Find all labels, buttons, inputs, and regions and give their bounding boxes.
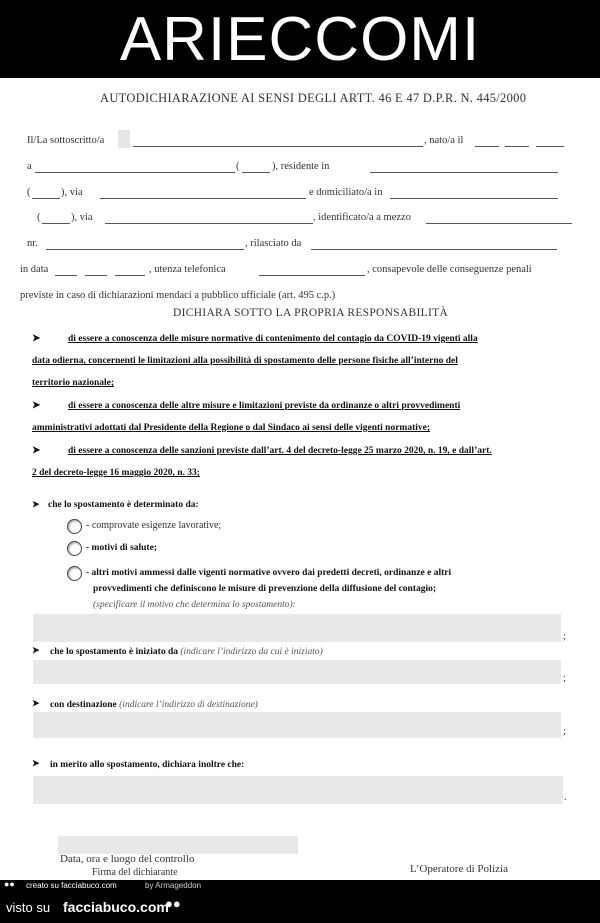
option-work-label: - comprovate esigenze lavorative;: [86, 520, 222, 531]
label-previste: previste in caso di dichiarazioni mendaci a pubblico ufficiale (art. 495 c.p.): [20, 290, 336, 301]
label-utenza: , utenza telefonica: [149, 264, 226, 275]
id-document-field[interactable]: [426, 223, 572, 224]
semicolon: ;: [563, 673, 566, 684]
residence-field[interactable]: [370, 172, 558, 173]
statement-3-line-1: di essere a conoscenza delle sanzioni previste dall’art. 4 del decreto-legge 25 marzo 2020, n. 19, e dall’art.: [68, 446, 492, 456]
label-via: ), via: [61, 187, 83, 198]
label-residente: ), residente in: [272, 161, 330, 172]
meme-caption: ARIECCOMI: [0, 0, 600, 78]
birth-year-field[interactable]: [536, 146, 564, 147]
form-page: [0, 78, 600, 890]
statement-1-line-2: data odierna, concernenti le limitazioni alla possibilità di spostamento delle persone fisiche all’interno del: [32, 356, 458, 366]
residence-province-field[interactable]: [32, 198, 60, 199]
option-health-label: - motivi di salute;: [86, 543, 157, 553]
label-identificato: , identificato/a a mezzo: [313, 212, 411, 223]
label-via: ), via: [71, 212, 93, 223]
name-field-shade: [118, 130, 130, 148]
name-field[interactable]: [133, 146, 423, 147]
reason-field[interactable]: [33, 614, 561, 642]
bullet-icon: ➤: [32, 499, 40, 509]
signature-label: Firma del dichiarante: [92, 867, 178, 878]
footer: [0, 890, 600, 923]
label-in-data: in data: [20, 264, 49, 275]
destination-field[interactable]: [33, 712, 561, 738]
label-nato: , nato/a il: [424, 135, 464, 146]
bullet-icon: ➤: [32, 333, 41, 344]
birthplace-field[interactable]: [35, 172, 235, 173]
created-on-text: creato su facciabuco.com: [26, 881, 117, 890]
radio-other[interactable]: [67, 566, 82, 581]
issued-by-field[interactable]: [311, 249, 557, 250]
statement-2-line-1: di essere a conoscenza delle altre misure e limitazioni previste da ordinanze o altri provvedimenti: [68, 401, 461, 411]
period: .: [564, 792, 567, 803]
site-link[interactable]: facciabuco.com: [63, 899, 169, 915]
semicolon: ;: [563, 726, 566, 737]
domicile-province-field[interactable]: [42, 223, 70, 224]
officer-label: L’Operatore di Polizia: [410, 863, 508, 875]
paren-open: (: [37, 212, 41, 223]
seen-on-text: visto su: [6, 900, 51, 915]
domicile-field[interactable]: [390, 198, 558, 199]
label-nr: nr.: [27, 238, 38, 249]
option-other-cont: provvedimenti che definiscono le misure di prevenzione della diffusione del contagio;: [93, 584, 437, 594]
label-domiciliato: e domiciliato/a in: [309, 187, 383, 198]
date-place-label: Data, ora e luogo del controllo: [60, 853, 195, 865]
facciabuco-logo-icon: ●●: [4, 879, 15, 889]
domicile-street-field[interactable]: [105, 223, 313, 224]
radio-work[interactable]: [67, 519, 82, 534]
label-a: a: [27, 161, 32, 172]
movement-heading: che lo spostamento è determinato da:: [48, 500, 199, 510]
birth-province-field[interactable]: [242, 172, 270, 173]
issue-day-field[interactable]: [55, 275, 77, 276]
bullet-icon: ➤: [32, 645, 40, 655]
issue-year-field[interactable]: [115, 275, 145, 276]
statement-2-line-2: amministrativi adottati dal Presidente della Regione o dal Sindaco ai sensi delle vigenti normative;: [32, 423, 431, 433]
label-consapevole: , consapevole delle conseguenze penali: [367, 264, 532, 275]
phone-field[interactable]: [259, 275, 365, 276]
statement-1-line-1: di essere a conoscenza delle misure normative di contenimento del contagio da COVID-19 vigenti alla: [68, 334, 478, 344]
author-text: by Armageddon: [145, 881, 202, 890]
issue-month-field[interactable]: [85, 275, 107, 276]
birth-month-field[interactable]: [505, 146, 529, 147]
statement-3-line-2: 2 del decreto-legge 16 maggio 2020, n. 33;: [32, 468, 200, 478]
eyes-logo-icon: ●●: [165, 896, 181, 911]
paren-open: (: [27, 187, 31, 198]
option-other-hint: (specificare il motivo che determina lo spostamento):: [93, 600, 296, 610]
form-title: AUTODICHIARAZIONE AI SENSI DEGLI ARTT. 46 E 47 D.P.R. N. 445/2000: [100, 91, 527, 105]
id-number-field[interactable]: [46, 249, 244, 250]
further-field[interactable]: [33, 776, 563, 804]
start-address-field[interactable]: [33, 660, 561, 684]
bullet-icon: ➤: [32, 698, 40, 708]
residence-street-field[interactable]: [100, 198, 306, 199]
declares-heading: DICHIARA SOTTO LA PROPRIA RESPONSABILITÀ: [173, 307, 449, 319]
label-rilasciato: , rilasciato da: [245, 238, 302, 249]
bullet-icon: ➤: [32, 445, 41, 456]
birth-day-field[interactable]: [475, 146, 499, 147]
option-other-label: - altri motivi ammessi dalle vigenti normative ovvero dai predetti decreti, ordinanze e altri: [86, 568, 452, 578]
bullet-icon: ➤: [32, 400, 41, 411]
radio-health[interactable]: [67, 541, 82, 556]
label-sottoscritto: Il/La sottoscritto/a: [27, 135, 105, 146]
statement-1-line-3: territorio nazionale;: [32, 378, 115, 388]
further-label: in merito allo spostamento, dichiara inoltre che:: [50, 760, 245, 770]
semicolon: ;: [563, 631, 566, 642]
paren-open: (: [236, 161, 240, 172]
date-place-field[interactable]: [58, 836, 298, 854]
start-label: che lo spostamento è iniziato da (indicare l’indirizzo da cui è iniziato): [50, 647, 323, 657]
destination-label: con destinazione (indicare l’indirizzo di destinazione): [50, 700, 258, 710]
bullet-icon: ➤: [32, 758, 40, 768]
